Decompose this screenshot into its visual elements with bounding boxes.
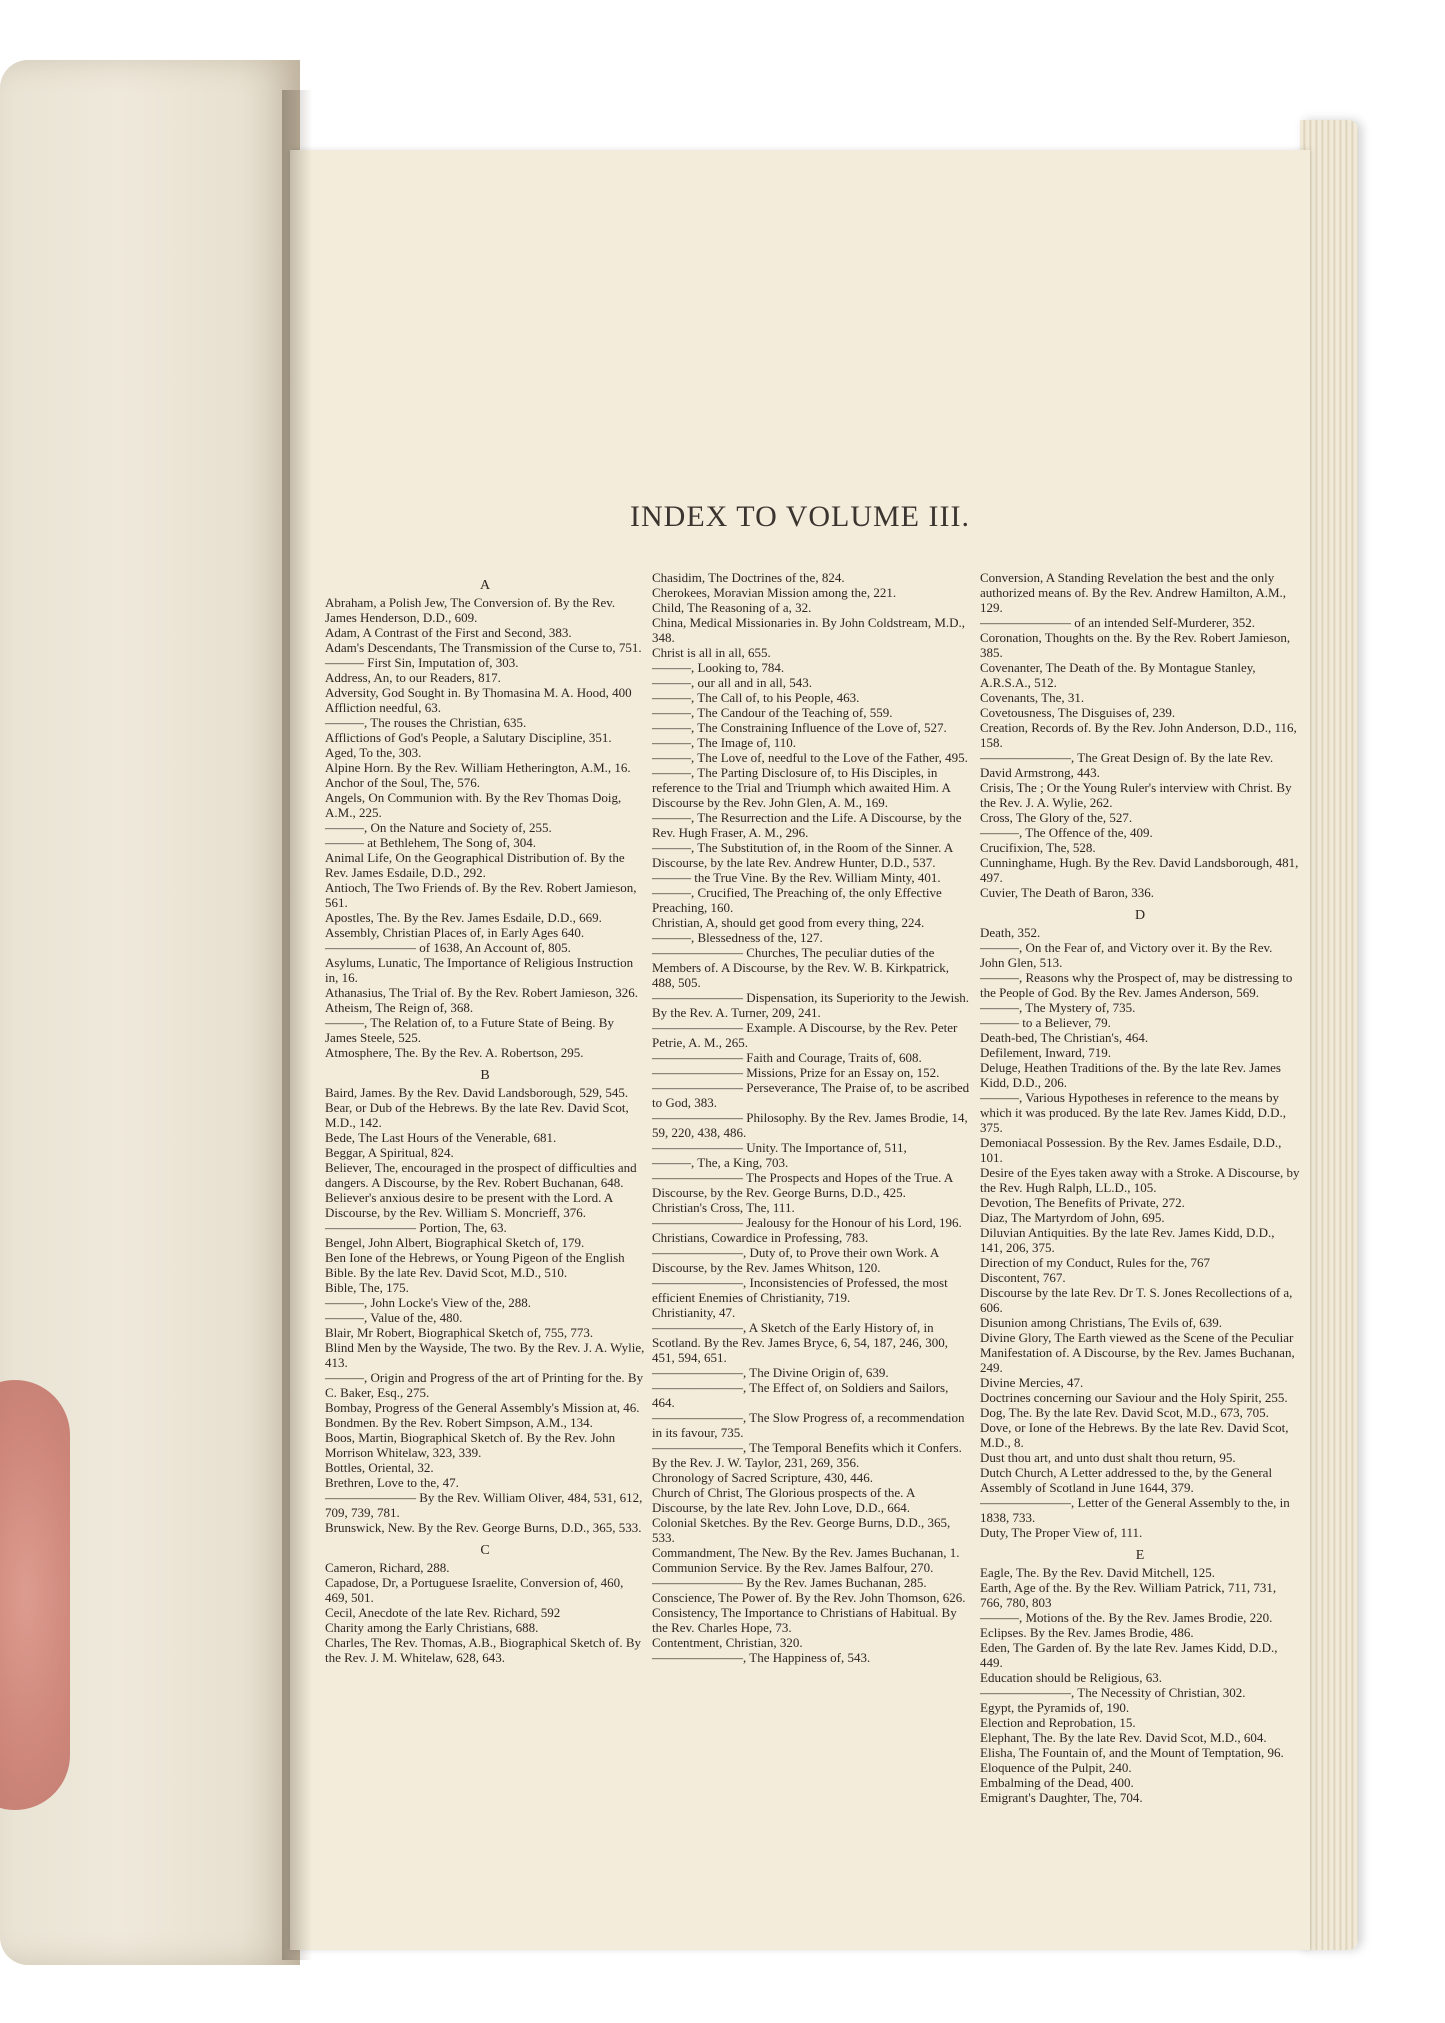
index-entry: ———, Motions of the. By the Rev. James Brodie, 220. [980,1610,1273,1625]
index-entry: ——— First Sin, Imputation of, 303. [325,655,519,670]
section-letter: E [1135,1548,1145,1563]
index-entry: ———, The Parting Disclosure of, to His Disciples, in reference to the Trial and Triumph which awaited Him. A Discourse by the Rev. John Glen, A. M., 169. [652,765,951,810]
index-entry: Dog, The. By the late Rev. David Scot, M.D., 673, 705. [980,1405,1269,1420]
index-entry: Death-bed, The Christian's, 464. [980,1030,1149,1045]
gutter-shadow [282,90,312,1960]
index-entry: Doctrines concerning our Saviour and the Holy Spirit, 255. [980,1390,1288,1405]
index-column-3 [980,570,1300,1805]
index-entry: Atheism, The Reign of, 368. [325,1000,474,1015]
index-entry: Creation, Records of. By the Rev. John Anderson, D.D., 116, 158. [980,720,1297,750]
index-entry: Contentment, Christian, 320. [652,1635,803,1650]
index-entry: ———, On the Nature and Society of, 255. [325,820,552,835]
index-entry: Defilement, Inward, 719. [980,1045,1112,1060]
index-entry: Believer's anxious desire to be present with the Lord. A Discourse, by the Rev. William S. Moncrieff, 376. [325,1190,613,1220]
index-entry: Desire of the Eyes taken away with a Stroke. A Discourse, by the Rev. Hugh Ralph, LL.D., 105. [980,1165,1300,1195]
index-entry: ———, The Call of, to his People, 463. [652,690,860,705]
index-entry: ——————— Portion, The, 63. [325,1220,507,1235]
index-entry: ———————, The Effect of, on Soldiers and Sailors, 464. [652,1380,949,1410]
index-entry: ——————— Perseverance, The Praise of, to be ascribed to God, 383. [652,1080,970,1110]
index-entry: Assembly, Christian Places of, in Early Ages 640. [325,925,585,940]
index-entry: China, Medical Missionaries in. By John Coldstream, M.D., 348. [652,615,966,645]
index-entry: Capadose, Dr, a Portuguese Israelite, Conversion of, 460, 469, 501. [325,1575,624,1605]
index-entry: Covenants, The, 31. [980,690,1085,705]
index-entry: Bottles, Oriental, 32. [325,1460,434,1475]
index-entry: Address, An, to our Readers, 817. [325,670,501,685]
index-entry: Cross, The Glory of the, 527. [980,810,1133,825]
index-entry: Diluvian Antiquities. By the late Rev. James Kidd, D.D., 141, 206, 375. [980,1225,1275,1255]
index-entry: Abraham, a Polish Jew, The Conversion of. By the Rev. James Henderson, D.D., 609. [325,595,616,625]
index-entry: Christian's Cross, The, 111. [652,1200,795,1215]
page-title: INDEX TO VOLUME III. [630,500,970,533]
index-entry: Christ is all in all, 655. [652,645,771,660]
section-letter: A [479,578,491,593]
index-entry: ———, Blessedness of the, 127. [652,930,823,945]
index-entry: Elisha, The Fountain of, and the Mount of Temptation, 96. [980,1745,1284,1760]
index-entry: ——————— Example. A Discourse, by the Rev. Peter Petrie, A. M., 265. [652,1020,958,1050]
index-entry: Election and Reprobation, 15. [980,1715,1136,1730]
index-entry: ———————, Duty of, to Prove their own Work. A Discourse, by the Rev. James Whitson, 120. [652,1245,939,1275]
index-entry: Eclipses. By the Rev. James Brodie, 486. [980,1625,1194,1640]
index-entry: ———, The Offence of the, 409. [980,825,1153,840]
index-entry: Bede, The Last Hours of the Venerable, 681. [325,1130,557,1145]
index-entry: Bengel, John Albert, Biographical Sketch of, 179. [325,1235,585,1250]
index-entry: Brethren, Love to the, 47. [325,1475,459,1490]
index-entry: Cuvier, The Death of Baron, 336. [980,885,1154,900]
index-entry: Conversion, A Standing Revelation the best and the only authorized means of. By the Rev. Andrew Hamilton, A.M., 129. [980,570,1287,615]
index-entry: Eagle, The. By the Rev. David Mitchell, 125. [980,1565,1216,1580]
index-entry: ———, John Locke's View of the, 288. [325,1295,532,1310]
index-entry: Anchor of the Soul, The, 576. [325,775,481,790]
index-entry: ——————— Churches, The peculiar duties of the Members of. A Discourse, by the Rev. W. B. Kirkpatrick, 488, 505. [652,945,950,990]
index-entry: Apostles, The. By the Rev. James Esdaile, D.D., 669. [325,910,602,925]
index-entry: Beggar, A Spiritual, 824. [325,1145,454,1160]
index-entry: ——————— Dispensation, its Superiority to the Jewish. By the Rev. A. Turner, 209, 241. [652,990,970,1020]
index-entry: Boos, Martin, Biographical Sketch of. By the Rev. John Morrison Whitelaw, 323, 339. [325,1430,616,1460]
index-entry: Blair, Mr Robert, Biographical Sketch of, 755, 773. [325,1325,594,1340]
index-entry: ———, Looking to, 784. [652,660,785,675]
index-entry: Dust thou art, and unto dust shalt thou return, 95. [980,1450,1236,1465]
index-entry: Blind Men by the Wayside, The two. By the Rev. J. A. Wylie, 413. [325,1340,645,1370]
index-entry: ——————— of 1638, An Account of, 805. [325,940,571,955]
index-entry: ———, The Relation of, to a Future State of Being. By James Steele, 525. [325,1015,614,1045]
index-entry: Bible, The, 175. [325,1280,409,1295]
index-entry: ——— to a Believer, 79. [980,1015,1111,1030]
index-entry: ———, The Love of, needful to the Love of the Father, 495. [652,750,968,765]
index-entry: Divine Mercies, 47. [980,1375,1084,1390]
index-entry: ———, Crucified, The Preaching of, the only Effective Preaching, 160. [652,885,942,915]
index-entry: Earth, Age of the. By the Rev. William Patrick, 711, 731, 766, 780, 803 [980,1580,1277,1610]
index-entry: Cameron, Richard, 288. [325,1560,450,1575]
index-entry: ———, Origin and Progress of the art of Printing for the. By C. Baker, Esq., 275. [325,1370,644,1400]
index-entry: ———————, The Necessity of Christian, 302. [980,1685,1246,1700]
index-entry: Athanasius, The Trial of. By the Rev. Robert Jamieson, 326. [325,985,639,1000]
index-entry: ———————, The Slow Progress of, a recommendation in its favour, 735. [652,1410,965,1440]
index-entry: Church of Christ, The Glorious prospects of the. A Discourse, by the late Rev. John Love, D.D., 664. [652,1485,915,1515]
index-entry: Bear, or Dub of the Hebrews. By the late Rev. David Scot, M.D., 142. [325,1100,629,1130]
index-entry: Brunswick, New. By the Rev. George Burns, D.D., 365, 533. [325,1520,642,1535]
index-entry: Death, 352. [980,925,1041,940]
index-entry: Egypt, the Pyramids of, 190. [980,1700,1130,1715]
index-entry: Crucifixion, The, 528. [980,840,1096,855]
index-entry: Coronation, Thoughts on the. By the Rev. Robert Jamieson, 385. [980,630,1291,660]
index-entry: ———————, The Great Design of. By the late Rev. David Armstrong, 443. [980,750,1274,780]
index-entry: Consistency, The Importance to Christians of Habitual. By the Rev. Charles Hope, 73. [652,1605,957,1635]
index-entry: Affliction needful, 63. [325,700,442,715]
index-entry: Duty, The Proper View of, 111. [980,1525,1143,1540]
index-entry: Emigrant's Daughter, The, 704. [980,1790,1143,1805]
index-entry: Charity among the Early Christians, 688. [325,1620,539,1635]
right-page [290,150,1310,1950]
index-entry: ———, The, a King, 703. [652,1155,789,1170]
index-entry: ———, The Resurrection and the Life. A Discourse, by the Rev. Hugh Fraser, A. M., 296. [652,810,962,840]
index-entry: Devotion, The Benefits of Private, 272. [980,1195,1185,1210]
index-entry: Divine Glory, The Earth viewed as the Scene of the Peculiar Manifestation of. A Discourse, by the Rev. James Buchanan, 249. [980,1330,1295,1375]
index-entry: ———, The Image of, 110. [652,735,797,750]
index-entry: Disunion among Christians, The Evils of, 639. [980,1315,1223,1330]
index-entry: Dutch Church, A Letter addressed to the, by the General Assembly of Scotland in June 1644, 379. [980,1465,1273,1495]
index-entry: ———, Reasons why the Prospect of, may be distressing to the People of God. By the Rev. James Anderson, 569. [980,970,1293,1000]
index-entry: ———, The Substitution of, in the Room of the Sinner. A Discourse, by the late Rev. Andrew Hunter, D.D., 537. [652,840,953,870]
index-entry: Chronology of Sacred Scripture, 430, 446. [652,1470,873,1485]
index-entry: ——————— of an intended Self-Murderer, 352. [980,615,1255,630]
index-entry: Dove, or Ione of the Hebrews. By the late Rev. David Scot, M.D., 8. [980,1420,1289,1450]
section-letter: B [480,1068,490,1083]
section-letter: D [1134,908,1146,923]
index-entry: Angels, On Communion with. By the Rev Thomas Doig, A.M., 225. [325,790,622,820]
index-entry: Baird, James. By the Rev. David Landsborough, 529, 545. [325,1085,629,1100]
index-entry: Chasidim, The Doctrines of the, 824. [652,570,845,585]
index-entry: Communion Service. By the Rev. James Balfour, 270. [652,1560,934,1575]
index-entry: Cecil, Anecdote of the late Rev. Richard, 592 [325,1605,561,1620]
index-entry: Believer, The, encouraged in the prospect of difficulties and dangers. A Discourse, by the Rev. Robert Buchanan, 648. [325,1160,637,1190]
index-entry: ———, The Candour of the Teaching of, 559. [652,705,893,720]
index-entry: ———————, The Divine Origin of, 639. [652,1365,889,1380]
finger [0,1380,70,1810]
index-entry: Adversity, God Sought in. By Thomasina M. A. Hood, 400 [325,685,632,700]
index-entry: ——————— Missions, Prize for an Essay on, 152. [652,1065,940,1080]
index-entry: ——————— Philosophy. By the Rev. James Brodie, 14, 59, 220, 438, 486. [652,1110,968,1140]
index-entry: Afflictions of God's People, a Salutary Discipline, 351. [325,730,612,745]
index-entry: ——— the True Vine. By the Rev. William Minty, 401. [652,870,941,885]
index-entry: ———, The Mystery of, 735. [980,1000,1136,1015]
index-entry: Covenanter, The Death of the. By Montague Stanley, A.R.S.A., 512. [980,660,1256,690]
index-entry: Conscience, The Power of. By the Rev. John Thomson, 626. [652,1590,966,1605]
index-entry: ——————— By the Rev. William Oliver, 484, 531, 612, 709, 739, 781. [325,1490,643,1520]
index-entry: Deluge, Heathen Traditions of the. By the late Rev. James Kidd, D.D., 206. [980,1060,1281,1090]
index-entry: ——————— Unity. The Importance of, 511, [652,1140,907,1155]
index-entry: ——— at Bethlehem, The Song of, 304. [325,835,536,850]
index-entry: Discontent, 767. [980,1270,1066,1285]
index-entry: Animal Life, On the Geographical Distribution of. By the Rev. James Esdaile, D.D., 292. [325,850,625,880]
index-entry: Alpine Horn. By the Rev. William Hetherington, A.M., 16. [325,760,631,775]
index-entry: ———————, A Sketch of the Early History of, in Scotland. By the Rev. James Bryce, 6, 54, 187, 246, 300, 451, 594, 651. [652,1320,948,1365]
index-entry: Embalming of the Dead, 400. [980,1775,1134,1790]
index-entry: Christians, Cowardice in Professing, 783. [652,1230,869,1245]
index-entry: Commandment, The New. By the Rev. James Buchanan, 1. [652,1545,960,1560]
index-entry: ———, Value of the, 480. [325,1310,463,1325]
index-entry: Bombay, Progress of the General Assembly's Mission at, 46. [325,1400,640,1415]
index-entry: ———————, The Happiness of, 543. [652,1650,871,1665]
index-column-2 [652,570,972,1665]
index-entry: Elephant, The. By the late Rev. David Scot, M.D., 604. [980,1730,1267,1745]
index-entry: Direction of my Conduct, Rules for the, 767 [980,1255,1210,1270]
index-entry: Bondmen. By the Rev. Robert Simpson, A.M., 134. [325,1415,593,1430]
index-entry: Diaz, The Martyrdom of John, 695. [980,1210,1165,1225]
index-entry: ——————— By the Rev. James Buchanan, 285. [652,1575,927,1590]
index-entry: Education should be Religious, 63. [980,1670,1162,1685]
section-letter: C [480,1543,490,1558]
index-entry: Discourse by the late Rev. Dr T. S. Jones Recollections of a, 606. [980,1285,1293,1315]
index-entry: ———, The rouses the Christian, 635. [325,715,527,730]
index-entry: Cunninghame, Hugh. By the Rev. David Landsborough, 481, 497. [980,855,1299,885]
index-entry: Covetousness, The Disguises of, 239. [980,705,1176,720]
index-entry: ———, On the Fear of, and Victory over it. By the Rev. John Glen, 513. [980,940,1273,970]
index-entry: Christianity, 47. [652,1305,736,1320]
index-entry: ———————, Letter of the General Assembly to the, in 1838, 733. [980,1495,1290,1525]
index-entry: ——————— The Prospects and Hopes of the True. A Discourse, by the Rev. George Burns, D.D., 425. [652,1170,953,1200]
index-entry: Atmosphere, The. By the Rev. A. Robertson, 295. [325,1045,584,1060]
index-entry: Cherokees, Moravian Mission among the, 221. [652,585,897,600]
index-entry: ——————— Jealousy for the Honour of his Lord, 196. [652,1215,962,1230]
index-entry: Christian, A, should get good from every thing, 224. [652,915,925,930]
index-entry: Eden, The Garden of. By the late Rev. James Kidd, D.D., 449. [980,1640,1278,1670]
index-entry: ———, Various Hypotheses in reference to the means by which it was produced. By the late Rev. James Kidd, D.D., 375. [980,1090,1287,1135]
index-entry: Crisis, The ; Or the Young Ruler's interview with Christ. By the Rev. J. A. Wylie, 262. [980,780,1292,810]
index-entry: ———, The Constraining Influence of the Love of, 527. [652,720,947,735]
index-entry: Asylums, Lunatic, The Importance of Religious Instruction in, 16. [325,955,634,985]
index-entry: ———, our all and in all, 543. [652,675,812,690]
index-entry: Adam's Descendants, The Transmission of the Curse to, 751. [325,640,642,655]
index-column-1 [325,570,645,1665]
index-entry: Charles, The Rev. Thomas, A.B., Biographical Sketch of. By the Rev. J. M. Whitelaw, 628, 643. [325,1635,642,1665]
index-entry: ———————, Inconsistencies of Professed, the most efficient Enemies of Christianity, 719. [652,1275,948,1305]
index-entry: Ben Ione of the Hebrews, or Young Pigeon of the English Bible. By the late Rev. David Scot, M.D., 510. [325,1250,625,1280]
index-entry: ——————— Faith and Courage, Traits of, 608. [652,1050,922,1065]
index-entry: Aged, To the, 303. [325,745,422,760]
index-entry: ———————, The Temporal Benefits which it Confers. By the Rev. J. W. Taylor, 231, 269, 356. [652,1440,962,1470]
index-entry: Demoniacal Possession. By the Rev. James Esdaile, D.D., 101. [980,1135,1282,1165]
index-entry: Child, The Reasoning of a, 32. [652,600,812,615]
index-entry: Adam, A Contrast of the First and Second, 383. [325,625,572,640]
index-entry: Colonial Sketches. By the Rev. George Burns, D.D., 365, 533. [652,1515,951,1545]
index-entry: Eloquence of the Pulpit, 240. [980,1760,1132,1775]
index-entry: Antioch, The Two Friends of. By the Rev. Robert Jamieson, 561. [325,880,637,910]
